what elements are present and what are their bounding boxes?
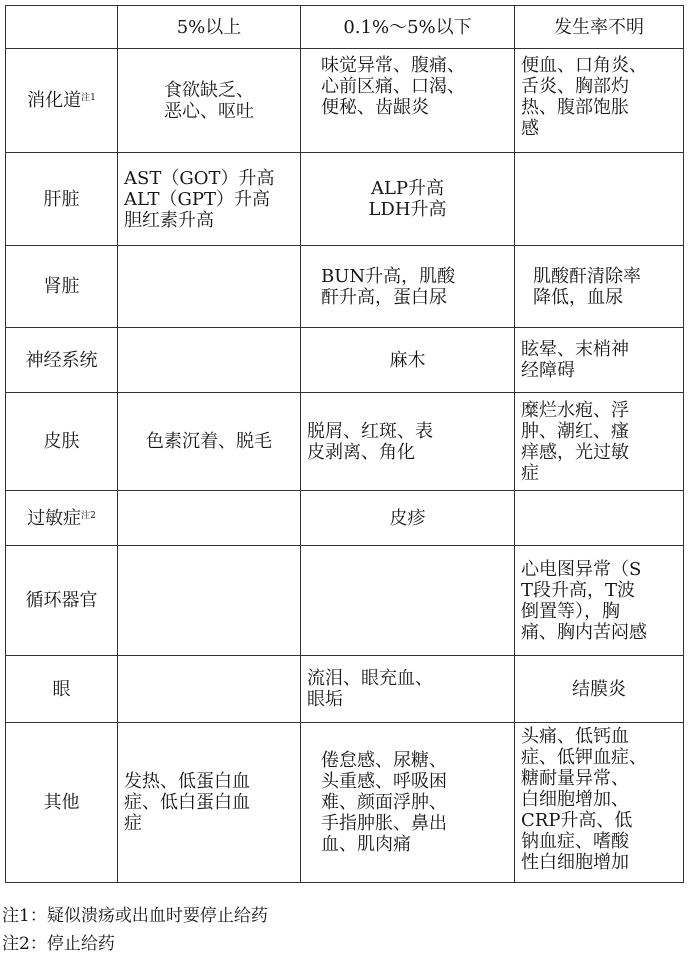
category-label: 消化道 [27,90,82,111]
row-category [6,49,118,153]
header-category [6,6,118,49]
adverse-reactions-table [5,5,684,883]
cell: 倦怠感、尿糖、 头重感、呼吸困 难、颜面浮肿、 手指肿胀、鼻出 血、肌肉痛 [301,723,515,883]
table-row [6,656,684,723]
cell: 麻木 [301,328,515,393]
cell: 眩晕、末梢神 经障碍 [515,328,684,393]
cell [515,153,684,246]
cell: AST（GOT）升高 ALT（GPT）升高 胆红素升高 [118,153,301,246]
cell [118,491,301,546]
table-row [6,723,684,883]
cell: 发热、低蛋白血 症、低白蛋白血 症 [118,723,301,883]
footnote-marker: 注2 [81,510,96,521]
row-category: 神经系统 [6,328,118,393]
cell: 便血、口角炎、 舌炎、胸部灼 热、腹部饱胀 感 [515,49,684,153]
table-row [6,49,684,153]
cell: 脱屑、红斑、表 皮剥离、角化 [301,393,515,491]
cell: ALP升高 LDH升高 [301,153,515,246]
category-label: 过敏症 [27,507,82,529]
table-row [6,393,684,491]
row-category: 其他 [6,723,118,883]
cell: 食欲缺乏、 恶心、呕吐 [118,49,301,153]
table-row [6,246,684,328]
table-row [6,328,684,393]
table-row [6,153,684,246]
cell [118,656,301,723]
cell [515,491,684,546]
cell: 流泪、眼充血、 眼垢 [301,656,515,723]
cell: 头痛、低钙血 症、低钾血症、 糖耐量异常、 白细胞增加、 CRP升高、低 钠血症、嗜酸 性白细胞增加 [515,723,684,883]
cell [118,328,301,393]
row-category: 肝脏 [6,153,118,246]
row-category: 循环器官 [6,546,118,656]
cell: 色素沉着、脱毛 [118,393,301,491]
row-category: 眼 [6,656,118,723]
cell: 皮疹 [301,491,515,546]
cell: 心电图异常（S T段升高，T波 倒置等），胸 痛、胸内苦闷感 [515,546,684,656]
footnote-2: 注2：停止给药 [2,934,115,954]
cell: 肌酸酐清除率 降低，血尿 [515,246,684,328]
footnotes [2,902,268,958]
header-0-1-to-5pct: 0.1%～5%以下 [301,6,515,49]
row-category [6,491,118,546]
cell [301,546,515,656]
table-row [6,491,684,546]
cell [118,246,301,328]
cell: 糜烂水疱、浮 肿、潮红、瘙 痒感，光过敏 症 [515,393,684,491]
table-row [6,546,684,656]
row-category: 肾脏 [6,246,118,328]
header-5pct-above: 5%以上 [118,6,301,49]
cell: 结膜炎 [515,656,684,723]
header-unknown-frequency: 发生率不明 [515,6,684,49]
cell: BUN升高，肌酸 酐升高，蛋白尿 [301,246,515,328]
cell: 味觉异常、腹痛、 心前区痛、口渴、 便秘、齿龈炎 [301,49,515,153]
row-category: 皮肤 [6,393,118,491]
header-row [6,6,684,49]
footnote-marker: 注1 [81,93,96,103]
footnote-1: 注1：疑似溃疡或出血时要停止给药 [2,906,268,926]
cell [118,546,301,656]
